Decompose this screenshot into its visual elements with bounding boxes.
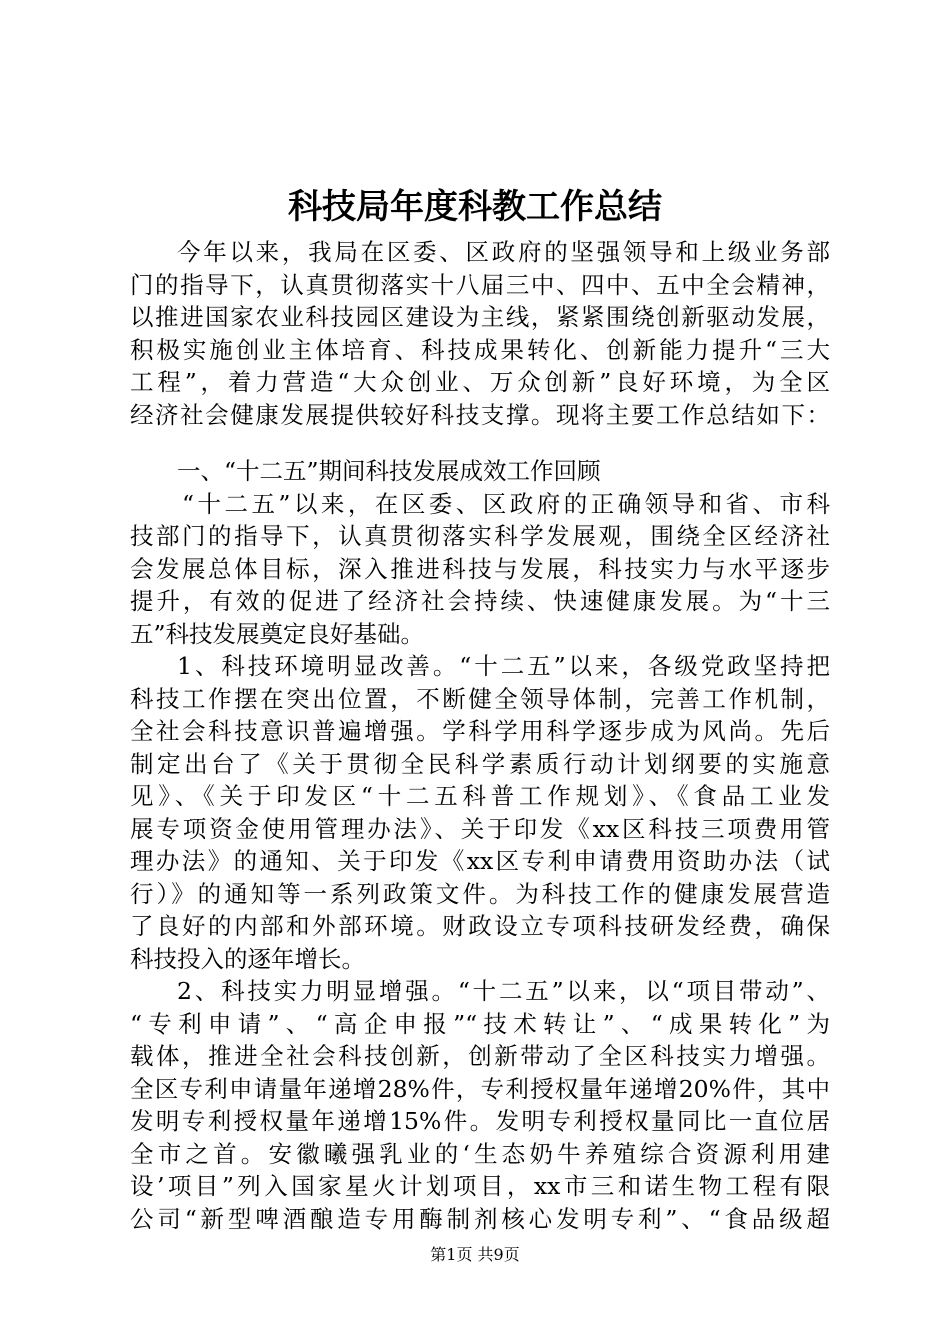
text-line: 全区专利申请量年递增28%件，专利授权量年递增20%件，其中 <box>130 1074 830 1103</box>
text-line: 全市之首。安徽曦强乳业的‘生态奶牛养殖综合资源利用建 <box>130 1139 830 1168</box>
text-line: 提升，有效的促进了经济社会持续、快速健康发展。为“十三 <box>130 587 830 615</box>
text-line: 理办法》的通知、关于印发《xx区专利申请费用资助办法（试 <box>130 847 830 875</box>
text-line: 全社会科技意识普遍增强。学科学用科学逐步成为风尚。先后 <box>130 717 830 745</box>
text-line: 积极实施创业主体培育、科技成果转化、创新能力提升“三大 <box>130 335 830 364</box>
paragraph-environment <box>130 650 830 975</box>
text-line: 1、科技环境明显改善。“十二五”以来，各级党政坚持把 <box>177 652 830 680</box>
text-line: 科技投入的逐年增长。 <box>130 944 365 973</box>
page-number-footer: 第1页 共9页 <box>430 1245 520 1264</box>
section-heading: 一、“十二五”期间科技发展成效工作回顾 <box>177 457 601 485</box>
text-line: 以推进国家农业科技园区建设为主线，紧紧围绕创新驱动发展， <box>130 303 830 331</box>
text-line: 五”科技发展奠定良好基础。 <box>130 619 425 648</box>
text-line: “专利申请”、“高企申报”“技术转让”、“成果转化”为 <box>130 1009 830 1038</box>
text-line: 发明专利授权量年递增15%件。发明专利授权量同比一直位居 <box>130 1107 830 1135</box>
paragraph-strength <box>130 975 830 1235</box>
text-line: 行）》的通知等一系列政策文件。为科技工作的健康发展营造 <box>130 879 830 908</box>
text-line: 技部门的指导下，认真贯彻落实科学发展观，围绕全区经济社 <box>130 522 830 550</box>
text-line: 2、科技实力明显增强。“十二五”以来，以“项目带动”、 <box>177 977 830 1005</box>
document-body <box>130 236 830 1235</box>
document-title: 科技局年度科教工作总结 <box>288 187 662 227</box>
text-line: 制定出台了《关于贯彻全民科学素质行动计划纲要的实施意 <box>130 749 830 778</box>
text-line: 门的指导下，认真贯彻落实十八届三中、四中、五中全会精神， <box>130 270 830 299</box>
text-line: 展专项资金使用管理办法》、关于印发《xx区科技三项费用管 <box>130 814 830 843</box>
text-line: 科技工作摆在突出位置，不断健全领导体制，完善工作机制， <box>130 684 830 713</box>
text-line: 设’项目”列入国家星火计划项目，xx市三和诺生物工程有限 <box>130 1172 830 1200</box>
text-line: 公司“新型啤酒酿造专用酶制剂核心发明专利”、“食品级超 <box>130 1204 830 1233</box>
paragraph-gap <box>130 431 830 455</box>
text-line: 载体，推进全社会科技创新，创新带动了全区科技实力增强。 <box>130 1042 830 1070</box>
text-line: 会发展总体目标，深入推进科技与发展，科技实力与水平逐步 <box>130 554 830 583</box>
paragraph-review <box>130 488 830 651</box>
text-line: 经济社会健康发展提供较好科技支撑。现将主要工作总结如下： <box>130 400 830 429</box>
text-line: 工程”，着力营造“大众创业、万众创新”良好环境，为全区 <box>130 368 830 396</box>
text-line: 了良好的内部和外部环境。财政设立专项科技研发经费，确保 <box>130 912 830 940</box>
text-line: “十二五”以来，在区委、区政府的正确领导和省、市科 <box>182 489 830 518</box>
paragraph-intro <box>130 236 830 431</box>
text-line: 见》、《关于印发区“十二五科普工作规划》、《食品工业发 <box>130 782 830 810</box>
text-line: 今年以来，我局在区委、区政府的坚强领导和上级业务部 <box>177 238 830 266</box>
